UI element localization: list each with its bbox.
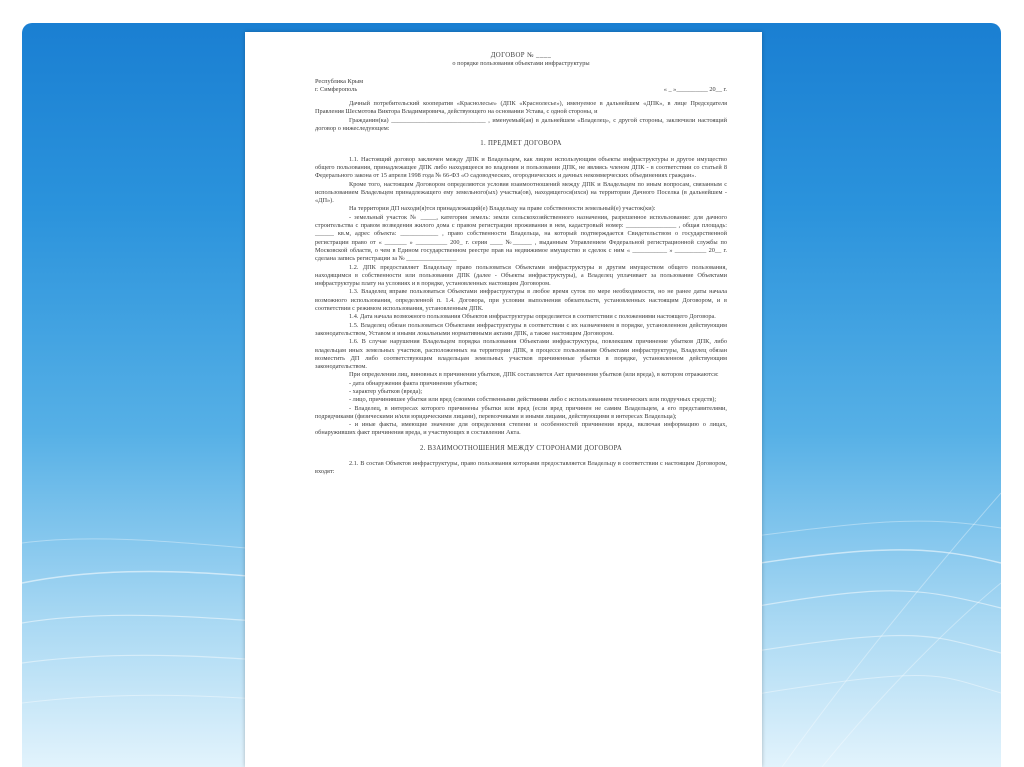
clause-paragraph: 1.2. ДПК предоставляет Владельцу право пользоваться Объектами инфраструктуры и другим имуществом общего пользования, находящимся в собственности или пользовании ДПК (далее - Объекты инфраструктуры), а Владелец уплачивает за пользование Объектами инфраструктуры плату на условиях и в порядке, установленных настоящим Договором. (315, 263, 727, 288)
section-heading: 2. ВЗАИМООТНОШЕНИЯ МЕЖДУ СТОРОНАМИ ДОГОВОРА (419, 444, 623, 452)
clause-paragraph: При определении лиц, виновных в причинении убытков, ДПК составляется Акт причинения убытков (или вреда), в котором отражаются: (349, 371, 719, 379)
intro-paragraph: Гражданин(ка) ______________________________ , именуемый(ая) в дальнейшем «Владелец», с другой стороны, заключили настоящий договор о нижеследующем: (315, 116, 727, 133)
document-subtitle: о порядке пользования объектами инфраструктуры (452, 60, 590, 68)
clause-paragraph: 1.1. Настоящий договор заключен между ДПК и Владельцем, как лицом использующим объекты инфраструктуры и другое имущество общего пользования, принадлежащее ДПК либо находящееся во владении и пользовании ДПК, не являясь членом ДПК - в соответствии со статьей 8 Федерального закона от 15 апреля 1998 года № 66-ФЗ «О садоводческих, огороднических и дачных некоммерческих объединениях граждан». (315, 155, 727, 180)
clause-paragraph: На территории ДП находи(я)тся принадлежащий(е) Владельцу на праве собственности земельный(е) участок(ки): (349, 205, 656, 213)
list-item: - дата обнаружения факта причинения убытков; (349, 379, 478, 387)
document-body (315, 52, 727, 477)
intro-paragraph: Дачный потребительский кооператив «Краснолесье» (ДПК «Краснолесье»), именуемое в дальнейшем «ДПК», в лице Председателя Правления Шесмотова Виктора Владимировича, действующего на основании Устава, с одной стороны, и (315, 100, 727, 116)
place-city: г. Симферополь (315, 85, 358, 93)
clause-paragraph: 2.1. В состав Объектов инфраструктуры, право пользования которыми предоставляется Владельцу в соответствии с настоящим Договором, входят: (315, 460, 727, 476)
clause-paragraph: 1.5. Владелец обязан пользоваться Объектами инфраструктуры в соответствии с их назначением в порядке, установленном действующим законодательством, Уставом и иными локальными нормативными актами ДПК, а также настоящим Договором. (315, 321, 727, 337)
clause-paragraph: 1.4. Дата начала возможного пользования Объектов инфраструктуры определяется в соответствии с положениями настоящего Договора. (349, 313, 716, 321)
list-item: - характер убытков (вреда); (349, 387, 423, 395)
date-line: « _ »__________ 20__ г. (663, 85, 727, 93)
clause-paragraph: 1.6. В случае нарушения Владельцем порядка пользования Объектами инфраструктуры, повлекшим причинение убытков ДПК, либо владельцам иных земельных участков, расположенных на территории ДПК, в процессе пользования Объектами инфраструктуры, Владелец обязан возместить ДП либо соответствующим владельцам земельных участков причиненные убытки в порядке, установленном действующим законодательством. (315, 338, 727, 371)
clause-paragraph: 1.3. Владелец вправе пользоваться Объектами инфраструктуры в любое время суток по мере необходимости, но не ранее даты начала возможного использования, определенной п. 1.4. Договора, при условии выполнения обязательств, установленных настоящим Договором, и в соответствии с режимом использования, установленным ДПК. (315, 288, 727, 313)
document-page (245, 32, 762, 767)
section-heading: 1. ПРЕДМЕТ ДОГОВОРА (480, 140, 562, 148)
list-item: - и иные факты, имеющие значение для определения степени и особенностей причинения вреда, включая информацию о лицах, обнаруживших факт причинения вреда, и участвующих в составлении Акта. (315, 421, 727, 437)
document-title: ДОГОВОР № ____ (490, 52, 552, 59)
clause-paragraph: - земельный участок № _____, категория земель: земли сельскохозяйственного назначения, разрешенное использование: для дачного строительства с правом возведения жилого дома с правом регистрации проживания в нем, кадастровый номер: ________________ , общая площадь: ______ кв.м, адрес объекта: ____________ , право собственности Владельца, на который подтверждается Свидетельством о государственной регистрации право от « _______ » __________ 200_ г. серия ____ №______ , выданным Управлением Федеральной регистрационной службы по Московской области, о чем в Едином государственном реестре прав на недвижимое имущество и сделок с ним « ___________ » __________ 20__ г. сделана запись регистрации за № ________________ (315, 213, 727, 263)
clause-paragraph: Кроме того, настоящим Договором определяются условия взаимоотношений между ДПК и Владельцем по иным вопросам, связанным с использованием Владельцем принадлежащего ему земельного(ых) участка(ов), находящегося(ихся) на территории Дачного Поселка (в дальнейшем - «ДП»). (315, 180, 727, 205)
place-region: Республика Крым (315, 77, 364, 85)
list-item: - Владелец, в интересах которого причинены убытки или вред (если вред причинен не самим Владельцем, а его представителями, подрядчиками (физическими и/или юридическими лицами), перевозчиками и иными лицами, действующими в интересах Владельца); (315, 404, 727, 420)
list-item: - лицо, причинившее убытки или вред (своими собственными действиями либо с использованием технических или подручных средств); (349, 396, 717, 404)
